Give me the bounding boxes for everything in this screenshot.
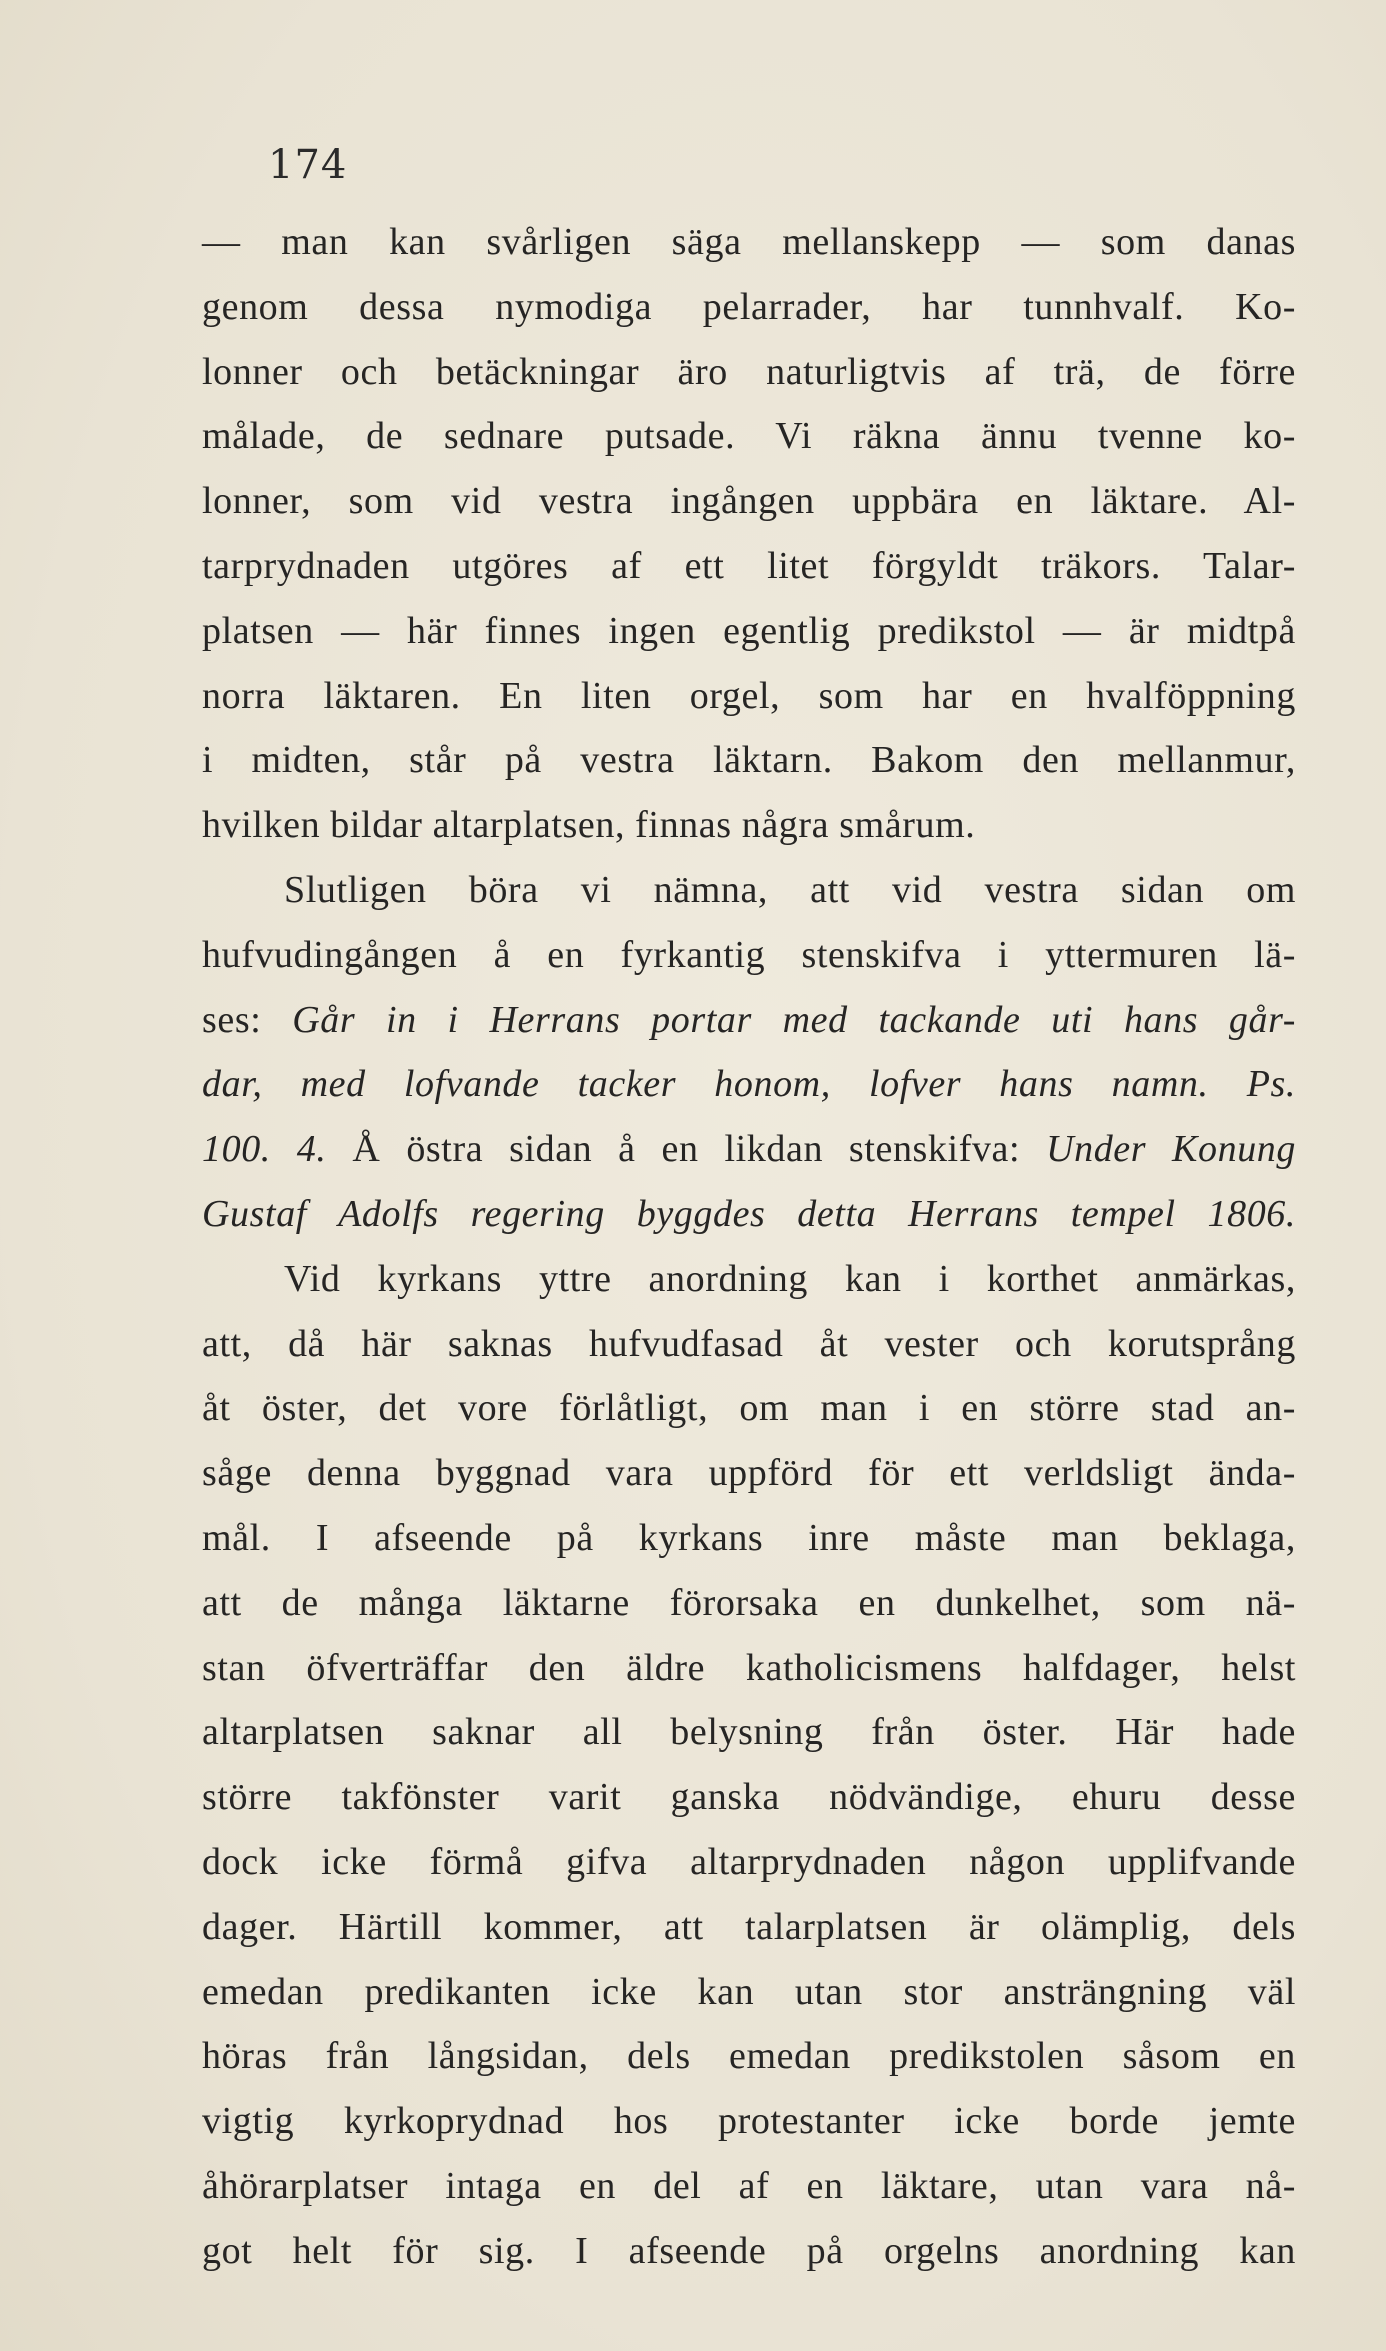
text-line <box>202 858 1296 923</box>
text-segment: dager. Härtill kommer, att talarplatsen är olämplig, dels <box>202 1905 1296 1948</box>
text-line <box>202 1830 1296 1895</box>
text-line <box>202 1117 1296 1182</box>
text-line <box>202 534 1296 599</box>
text-segment: norra läktaren. En liten orgel, som har en hvalföppning <box>202 674 1296 717</box>
text-line <box>202 1052 1296 1117</box>
text-segment: åt öster, det vore förlåtligt, om man i en större stad an- <box>202 1387 1296 1430</box>
italic-text-segment: Under Konung <box>1046 1128 1296 1171</box>
text-segment: ses: <box>202 998 293 1041</box>
text-line <box>202 664 1296 729</box>
text-line <box>202 1182 1296 1247</box>
text-segment: större takfönster varit ganska nödvändige, ehuru desse <box>202 1776 1296 1819</box>
page-number: 174 <box>268 142 348 188</box>
text-line <box>202 1960 1296 2025</box>
text-segment: såge denna byggnad vara uppförd för ett verldsligt ända- <box>202 1452 1296 1495</box>
text-line <box>202 2219 1296 2284</box>
text-line <box>202 1571 1296 1636</box>
text-segment: tarprydnaden utgöres af ett litet förgyldt träkors. Talar- <box>202 544 1296 587</box>
text-line <box>202 2089 1296 2154</box>
text-line <box>202 275 1296 340</box>
text-segment: hvilken bildar altarplatsen, finnas några smårum. <box>202 804 976 847</box>
text-segment: altarplatsen saknar all belysning från öster. Här hade <box>202 1711 1296 1754</box>
text-segment: mål. I afseende på kyrkans inre måste man beklaga, <box>202 1516 1296 1559</box>
text-segment: vigtig kyrkoprydnad hos protestanter icke borde jemte <box>202 2100 1296 2143</box>
text-segment: got helt för sig. I afseende på orgelns anordning kan <box>202 2229 1296 2272</box>
text-segment: hufvudingången å en fyrkantig stenskifva i yttermuren lä- <box>202 933 1296 976</box>
text-segment: platsen — här finnes ingen egentlig predikstol — är midtpå <box>202 609 1296 652</box>
text-segment: höras från långsidan, dels emedan predikstolen såsom en <box>202 2035 1296 2078</box>
text-line <box>202 1895 1296 1960</box>
text-line <box>202 2024 1296 2089</box>
text-line <box>202 1312 1296 1377</box>
text-line <box>202 404 1296 469</box>
text-line <box>202 210 1296 275</box>
italic-text-segment: Gustaf Adolfs regering byggdes detta Herrans tempel 1806. <box>202 1192 1296 1235</box>
text-line <box>202 1376 1296 1441</box>
text-line <box>202 793 1296 858</box>
text-segment: Å östra sidan å en likdan stenskifva: <box>326 1128 1047 1171</box>
text-line <box>202 1765 1296 1830</box>
text-line <box>202 728 1296 793</box>
body-text <box>202 210 1296 2284</box>
text-line <box>202 599 1296 664</box>
text-segment: att, då här saknas hufvudfasad åt vester och korutsprång <box>202 1322 1296 1365</box>
text-line <box>202 2154 1296 2219</box>
text-segment: — man kan svårligen säga mellanskepp — som danas <box>202 221 1296 263</box>
text-segment: Slutligen böra vi nämna, att vid vestra sidan om <box>284 868 1296 911</box>
text-line <box>202 923 1296 988</box>
text-segment: åhörarplatser intaga en del af en läktare, utan vara nå- <box>202 2164 1296 2207</box>
text-line <box>202 1247 1296 1312</box>
text-segment: målade, de sednare putsade. Vi räkna ännu tvenne ko- <box>202 415 1296 458</box>
italic-text-segment: Går in i Herrans portar med tackande uti hans går- <box>292 998 1297 1041</box>
text-segment: att de många läktarne förorsaka en dunkelhet, som nä- <box>202 1581 1296 1624</box>
text-segment: i midten, står på vestra läktarn. Bakom den mellanmur, <box>202 739 1296 782</box>
text-segment: stan öfverträffar den äldre katholicismens halfdager, helst <box>202 1646 1296 1689</box>
text-line <box>202 340 1296 405</box>
text-segment: lonner och betäckningar äro naturligtvis af trä, de förre <box>202 350 1296 393</box>
text-line <box>202 988 1296 1053</box>
text-segment: dock icke förmå gifva altarprydnaden någon upplifvande <box>202 1840 1296 1883</box>
text-segment: genom dessa nymodiga pelarrader, har tunnhvalf. Ko- <box>202 285 1296 328</box>
text-segment: emedan predikanten icke kan utan stor ansträngning väl <box>202 1970 1296 2013</box>
text-line <box>202 1636 1296 1701</box>
text-line <box>202 1700 1296 1765</box>
text-segment: Vid kyrkans yttre anordning kan i korthet anmärkas, <box>284 1257 1296 1300</box>
italic-text-segment: 100. 4. <box>202 1128 327 1171</box>
italic-text-segment: dar, med lofvande tacker honom, lofver hans namn. Ps. <box>202 1063 1296 1106</box>
text-line <box>202 1441 1296 1506</box>
text-line <box>202 1506 1296 1571</box>
text-line <box>202 469 1296 534</box>
text-segment: lonner, som vid vestra ingången uppbära en läktare. Al- <box>202 480 1296 523</box>
